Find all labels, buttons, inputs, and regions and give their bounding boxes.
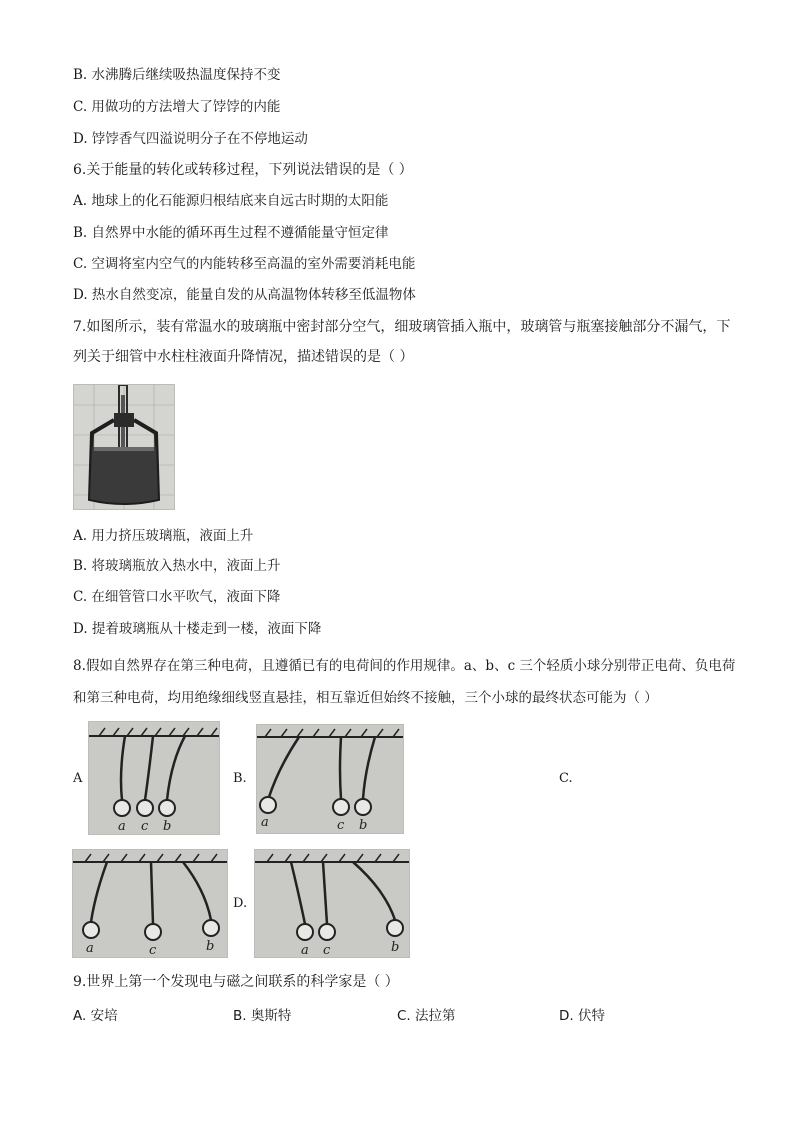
ball-label: a xyxy=(118,819,126,834)
q9-option-d: D. 伏特 xyxy=(559,1008,605,1024)
q5-option-b: B. 水沸腾后继续吸热温度保持不变 xyxy=(73,67,281,83)
ball-label: a xyxy=(301,943,309,957)
ball-label: b xyxy=(163,819,172,834)
question-8-line1: 8.假如自然界存在第三种电荷，且遵循已有的电荷间的作用规律。a、b、c 三个轻质小球分别带正电荷、负电荷 xyxy=(73,658,736,674)
q9-option-b: B. 奥斯特 xyxy=(233,1008,292,1024)
ball-label: b xyxy=(206,939,215,954)
question-6: 6.关于能量的转化或转移过程，下列说法错误的是（ ） xyxy=(73,162,413,178)
q6-option-b: B. 自然界中水能的循环再生过程不遵循能量守恒定律 xyxy=(73,225,389,241)
q8-option-b-figure xyxy=(256,724,404,834)
q8-option-d-figure xyxy=(254,849,410,958)
q7-option-c: C. 在细管管口水平吹气，液面下降 xyxy=(73,589,281,605)
q8-option-a-figure xyxy=(88,721,220,835)
question-8-line2: 和第三种电荷，均用绝缘细线竖直悬挂，相互靠近但始终不接触，三个小球的最终状态可能为（ ） xyxy=(73,690,658,706)
ball-label: b xyxy=(359,818,368,833)
q6-option-d: D. 热水自然变凉，能量自发的从高温物体转移至低温物体 xyxy=(73,287,416,303)
q8-option-c-label: C. xyxy=(559,771,573,786)
ball-label: c xyxy=(149,943,157,957)
q7-option-a: A. 用力挤压玻璃瓶，液面上升 xyxy=(73,528,254,544)
q7-option-d: D. 提着玻璃瓶从十楼走到一楼，液面下降 xyxy=(73,621,322,637)
q9-option-c: C. 法拉第 xyxy=(397,1008,456,1024)
q6-option-a: A. 地球上的化石能源归根结底来自远古时期的太阳能 xyxy=(73,193,389,209)
ball-label: a xyxy=(86,941,94,956)
q8-option-a-label: A xyxy=(73,771,83,786)
question-7-line1: 7.如图所示，装有常温水的玻璃瓶中密封部分空气，细玻璃管插入瓶中，玻璃管与瓶塞接触部分不漏气，下 xyxy=(73,319,731,335)
ball-label: c xyxy=(323,943,331,957)
ball-label: b xyxy=(391,940,400,955)
q8-option-c-figure xyxy=(72,849,228,958)
ball-label: a xyxy=(261,815,269,830)
ball-label: c xyxy=(337,818,345,833)
bottle-figure xyxy=(73,384,175,510)
question-7-line2: 列关于细管中水柱柱液面升降情况，描述错误的是（ ） xyxy=(73,349,414,365)
q5-option-c: C. 用做功的方法增大了饽饽的内能 xyxy=(73,99,281,115)
q8-option-d-label: D. xyxy=(233,896,248,911)
q6-option-c: C. 空调将室内空气的内能转移至高温的室外需要消耗电能 xyxy=(73,256,416,272)
q7-option-b: B. 将玻璃瓶放入热水中，液面上升 xyxy=(73,558,281,574)
q8-option-b-label: B. xyxy=(233,771,247,786)
q5-option-d: D. 饽饽香气四溢说明分子在不停地运动 xyxy=(73,131,308,147)
ball-label: c xyxy=(141,819,149,834)
q9-option-a: A. 安培 xyxy=(73,1008,118,1024)
question-9: 9.世界上第一个发现电与磁之间联系的科学家是（ ） xyxy=(73,974,399,990)
